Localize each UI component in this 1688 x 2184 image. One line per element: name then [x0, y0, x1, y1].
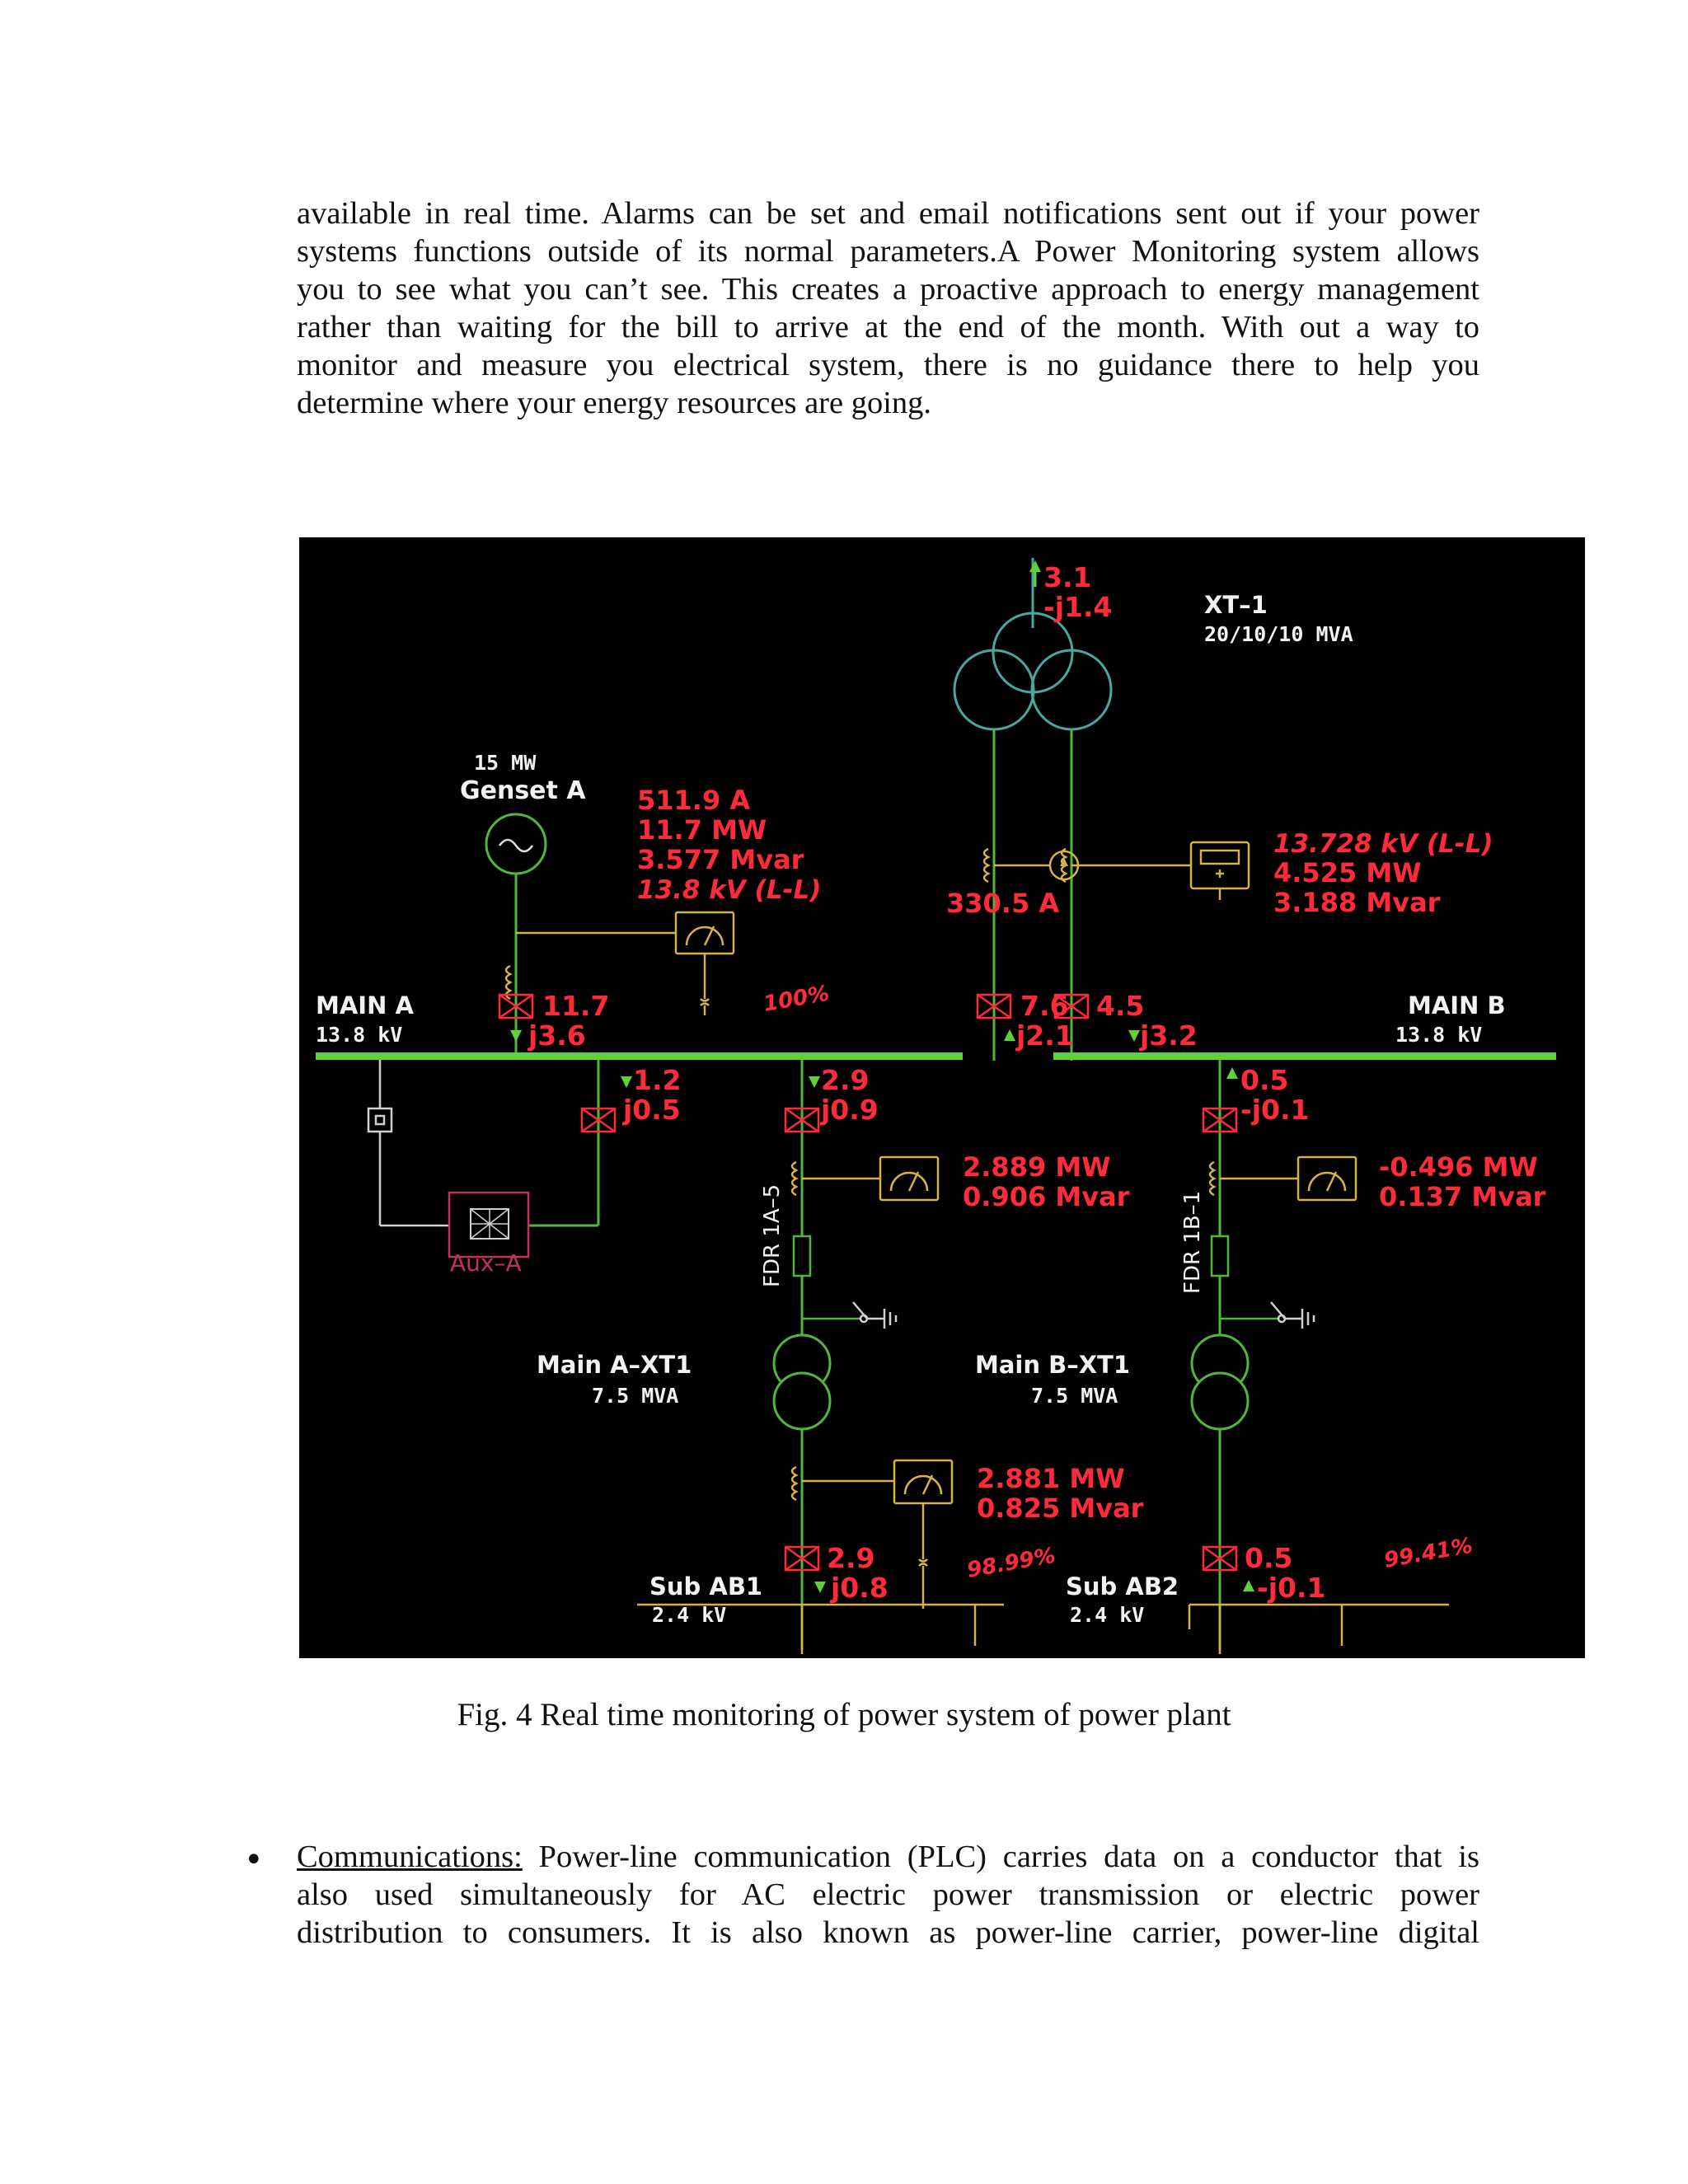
main-a-name: MAIN A — [316, 991, 414, 1019]
sub-a-flow-q: j0.8 — [831, 1572, 889, 1604]
main-a-kv: 13.8 kV — [316, 1023, 403, 1047]
sub-ab2-name: Sub AB2 — [1066, 1572, 1179, 1601]
bus-main-b — [1053, 1052, 1556, 1060]
aux-load-icon — [449, 1193, 528, 1257]
genset-rating: 15 MW — [474, 751, 537, 775]
sub-b-flow-p: 0.5 — [1245, 1542, 1293, 1574]
bus-sub-ab2 — [1189, 1605, 1449, 1654]
arrow-down-icon — [1128, 1030, 1140, 1042]
fdr-a-flow-p: 2.9 — [821, 1064, 870, 1096]
main-a-percent: 100% — [762, 981, 832, 1017]
xt1-rating: 20/10/10 MVA — [1204, 622, 1353, 646]
right-meter-mvar: 3.188 Mvar — [1273, 887, 1441, 918]
sub-a-mvar: 0.825 Mvar — [977, 1493, 1144, 1524]
single-line-diagram — [299, 537, 1585, 1658]
xt1-q: -j1.4 — [1043, 591, 1113, 623]
fdr-b-fuse — [1212, 1236, 1228, 1276]
xt1b-flow-p: 4.5 — [1096, 990, 1145, 1022]
aux-flow-p: 1.2 — [633, 1064, 682, 1096]
genset-mvar: 3.577 Mvar — [637, 844, 804, 875]
arrow-up-icon — [1243, 1580, 1254, 1591]
text-line: systems functions outside of its normal parameters.A Power Monitoring system allows — [297, 234, 1479, 269]
right-meter-mw: 4.525 MW — [1273, 857, 1422, 888]
text-line: distribution to consumers. It is also known as power-line carrier, power-line digital — [297, 1915, 1479, 1950]
xt1b-flow-q: j3.2 — [1140, 1019, 1198, 1052]
text-line: you to see what you can’t see. This creates a proactive approach to energy management — [297, 272, 1479, 307]
genset-current: 511.9 A — [637, 785, 751, 816]
arrow-up-icon — [1004, 1029, 1015, 1041]
xfmr-a-icon — [774, 1335, 830, 1429]
text-line — [297, 1838, 1479, 1876]
right-meter-kv: 13.728 kV (L-L) — [1273, 829, 1493, 859]
sub-a-flow-p: 2.9 — [827, 1542, 875, 1574]
fdr-a-flow-q: j0.9 — [821, 1094, 879, 1126]
xfmr-b-rating: 7.5 MVA — [1031, 1384, 1118, 1408]
aux-flow-q: j0.5 — [623, 1094, 681, 1126]
sub-ab2-kv: 2.4 kV — [1070, 1603, 1145, 1627]
fdr-b-flow-q: -j0.1 — [1240, 1094, 1310, 1126]
xfmr-b-name: Main B–XT1 — [975, 1351, 1131, 1379]
genset-ct — [506, 912, 734, 1015]
text-line: available in real time. Alarms can be set and email notifications sent out if your power — [297, 196, 1479, 231]
bullet-paragraph — [297, 1838, 1479, 1952]
text-line: also used simultaneously for AC electric power transmission or electric power — [297, 1877, 1479, 1912]
bullet-icon: • — [244, 1841, 264, 1879]
genset-mw: 11.7 MW — [637, 814, 767, 846]
fdr-b-mw: -0.496 MW — [1379, 1151, 1538, 1183]
genset-name: Genset A — [460, 776, 586, 805]
figure-caption: Fig. 4 Real time monitoring of power system of power plant — [457, 1697, 1231, 1732]
fdr-a-mvar: 0.906 Mvar — [963, 1181, 1130, 1212]
fdr-b-meter — [1210, 1157, 1356, 1200]
bus-main-a — [316, 1052, 963, 1060]
current-transformer-b — [1062, 842, 1249, 900]
bullet-heading: Communications: — [297, 1840, 523, 1874]
xt1-p: 3.1 — [1043, 561, 1092, 593]
text-line: monitor and measure you electrical system, there is no guidance there to help you — [297, 348, 1479, 382]
arrow-down-icon — [809, 1076, 820, 1088]
arrow-up-icon — [1226, 1067, 1238, 1079]
fdr-a-fuse — [794, 1236, 810, 1276]
genset-flow-p: 11.7 — [542, 990, 610, 1022]
ground-switch-b — [1220, 1302, 1314, 1329]
genset-flow-q: j3.6 — [528, 1019, 586, 1052]
power-system-diagram — [299, 537, 1585, 1658]
text-line: rather than waiting for the bill to arrive at the end of the month. With out a way to — [297, 310, 1479, 344]
arrow-down-icon — [814, 1582, 826, 1593]
xt1a-flow-q: j2.1 — [1016, 1019, 1074, 1052]
main-b-kv: 13.8 kV — [1395, 1023, 1483, 1047]
xfmr-a-name: Main A–XT1 — [537, 1351, 692, 1379]
sub-a-percent: 98.99% — [965, 1543, 1057, 1583]
fdr-b-flow-p: 0.5 — [1240, 1064, 1289, 1096]
genset-kv: 13.8 kV (L-L) — [637, 875, 822, 905]
sub-b-flow-q: -j0.1 — [1257, 1572, 1326, 1604]
xt1-name: XT–1 — [1204, 591, 1268, 619]
ct-current: 330.5 A — [946, 888, 1060, 919]
arrow-down-icon — [621, 1076, 632, 1088]
text-line: determine where your energy resources are going. — [297, 386, 932, 420]
aux-label: Aux–A — [450, 1249, 522, 1277]
aux-disconnect — [368, 1060, 449, 1226]
sub-ab1-name: Sub AB1 — [649, 1572, 763, 1601]
ground-switch-a — [802, 1302, 896, 1329]
fdr-a-label: FDR 1A–5 — [760, 1183, 785, 1287]
fdr-a-mw: 2.889 MW — [963, 1151, 1111, 1183]
xt1a-flow-p: 7.6 — [1020, 990, 1069, 1022]
fdr-b-label: FDR 1B–1 — [1180, 1190, 1205, 1294]
fdr-b-mvar: 0.137 Mvar — [1379, 1181, 1546, 1212]
fdr-a-meter — [792, 1157, 938, 1200]
sub-a-mw: 2.881 MW — [977, 1463, 1125, 1494]
xfmr-b-icon — [1192, 1335, 1248, 1429]
text-span: Power-line communication (PLC) carries data on a conductor that is — [538, 1840, 1479, 1874]
sub-b-percent: 99.41% — [1382, 1533, 1475, 1573]
sub-ab1-kv: 2.4 kV — [652, 1603, 727, 1627]
body-paragraph — [297, 194, 1479, 422]
arrow-down-icon — [510, 1030, 522, 1042]
xfmr-a-rating: 7.5 MVA — [592, 1384, 679, 1408]
main-b-name: MAIN B — [1408, 991, 1506, 1019]
